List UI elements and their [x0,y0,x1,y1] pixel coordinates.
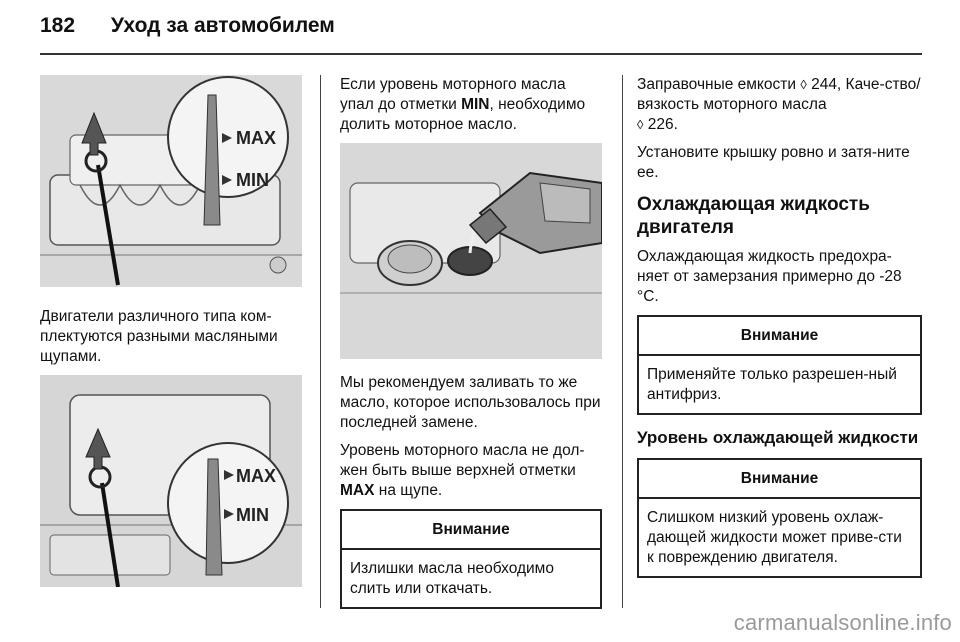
fig2-max-label: MAX [236,466,276,486]
paragraph-oil-min: Если уровень моторного масла упал до отметки MIN, необходимо долить моторное масло. [340,76,586,133]
section-title-coolant: Охлаждающая жидкость двигателя [637,194,870,238]
note-low-coolant [637,458,922,578]
page-title: Уход за автомобилем [110,14,335,37]
note-body: Излишки масла необходимо слить или откачать. [350,560,554,597]
column-3 [637,75,922,590]
subsection-title-coolant-level: Уровень охлаждающей жидкости [637,428,919,447]
page-ref-icon: ◊ [800,77,807,92]
paragraph-capacities: Заправочные емкости ◊ 244, Каче-ство/вязкость моторного масла ◊ 226. [637,76,921,133]
watermark: carmanualsonline.info [733,610,952,635]
page-ref-icon: ◊ [637,117,644,132]
column-divider-2 [622,75,623,608]
note-title: Внимание [639,460,920,499]
oil-filling-figure [340,143,602,359]
paragraph-oil-max: Уровень моторного масла не дол-жен быть выше верхней отметки MAX на щупе. [340,442,585,499]
paragraph-cap: Установите крышку ровно и затя-ните ее. [637,144,910,181]
note-excess-oil [340,509,602,609]
column-1 [40,75,302,587]
paragraph-recommend-oil: Мы рекомендуем заливать то же масло, которое использовалось при последней замене. [340,374,601,431]
paragraph-coolant: Охлаждающая жидкость предохра-няет от замерзания примерно до -28 °C. [637,248,902,305]
note-body: Слишком низкий уровень охлаж-дающей жидкости может приве-сти к повреждению двигателя. [647,509,902,566]
fig2-min-label: MIN [236,505,269,525]
fig1-min-label: MIN [236,170,269,190]
dipstick-figure-2 [40,375,302,587]
figure-caption: Двигатели различного типа ком-плектуются разными масляными щупами. [40,308,278,365]
dipstick-figure-1 [40,75,302,287]
note-title: Внимание [342,511,600,550]
page-number: 182 [40,14,76,37]
column-divider-1 [320,75,321,608]
note-body: Применяйте только разрешен-ный антифриз. [647,366,897,403]
page-header [40,14,335,44]
note-title: Внимание [639,317,920,356]
column-2 [340,75,602,621]
note-antifreeze [637,315,922,415]
header-rule [40,53,922,55]
fig1-max-label: MAX [236,128,276,148]
